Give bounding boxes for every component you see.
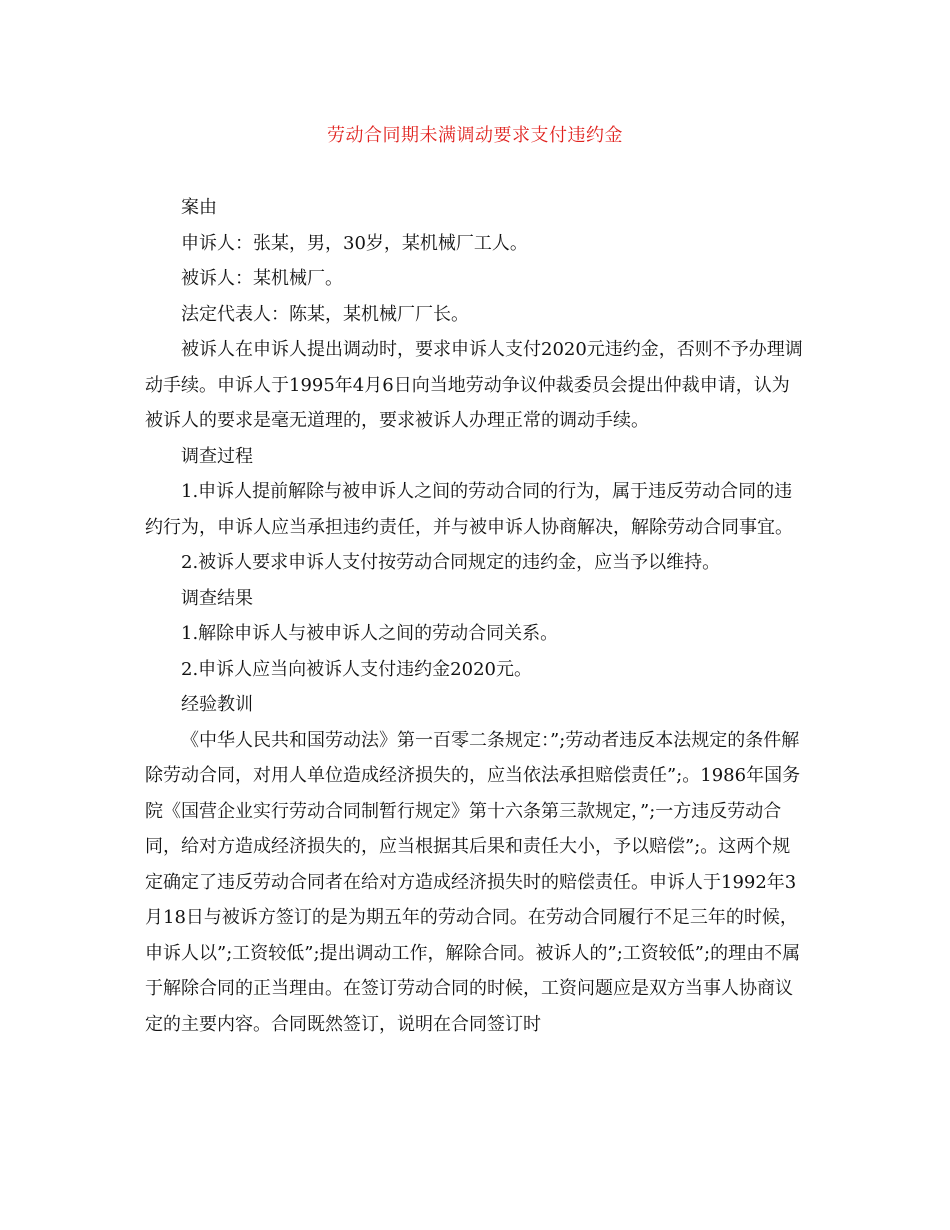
case-description-paragraph: 被诉人在申诉人提出调动时，要求申诉人支付2020元违约金，否则不予办理调动手续。申诉人于1995年4月6日向当地劳动争议仲裁委员会提出仲裁申请，认为被诉人的要求是毫无道理的，要求被诉人办理正常的调动手续。 [145, 339, 803, 431]
document-body [145, 190, 805, 1042]
investigation-item-2: 2.被诉人要求申诉人支付按劳动合同规定的违约金，应当予以维持。 [181, 552, 721, 573]
result-item-2: 2.申诉人应当向被诉人支付违约金2020元。 [181, 658, 532, 680]
result-item-1: 1.解除申诉人与被申诉人之间的劳动合同关系。 [181, 623, 559, 644]
legal-representative-line: 法定代表人：陈某，某机械厂厂长。 [181, 303, 469, 325]
heading-lessons: 经验教训 [181, 694, 253, 715]
heading-investigation-result: 调查结果 [181, 587, 253, 609]
document-title: 劳动合同期未满调动要求支付违约金 [327, 125, 623, 146]
heading-case: 案由 [181, 197, 217, 218]
investigation-item-1: 1.申诉人提前解除与被申诉人之间的劳动合同的行为，属于违反劳动合同的违约行为，申诉人应当承担违约责任，并与被申诉人协商解决，解除劳动合同事宜。 [145, 481, 793, 538]
heading-investigation-process: 调查过程 [181, 445, 253, 467]
applicant-line: 申诉人：张某，男，30岁，某机械厂工人。 [181, 232, 528, 254]
lessons-paragraph: 《中华人民共和国劳动法》第一百零二条规定：”;劳动者违反本法规定的条件解除劳动合同，对用人单位造成经济损失的，应当依法承担赔偿责任”;。1986年国务院《国营企业实行劳动合同制暂行规定》第十六条第三款规定，”;一方违反劳动合同，给对方造成经济损失的，应当根据其后果和责任大小，予以赔偿”;。这两个规定确定了违反劳动合同者在给对方造成经济损失时的赔偿责任。申诉人于1992年3月18日与被诉方签订的是为期五年的劳动合同。在劳动合同履行不足三年的时候，申诉人以”;工资较低”;提出调动工作，解除合同。被诉人的”;工资较低”;的理由不属于解除合同的正当理由。在签订劳动合同的时候，工资问题应是双方当事人协商议定的主要内容。合同既然签订，说明在合同签订时 [145, 729, 801, 1035]
respondent-line: 被诉人：某机械厂。 [181, 268, 343, 289]
